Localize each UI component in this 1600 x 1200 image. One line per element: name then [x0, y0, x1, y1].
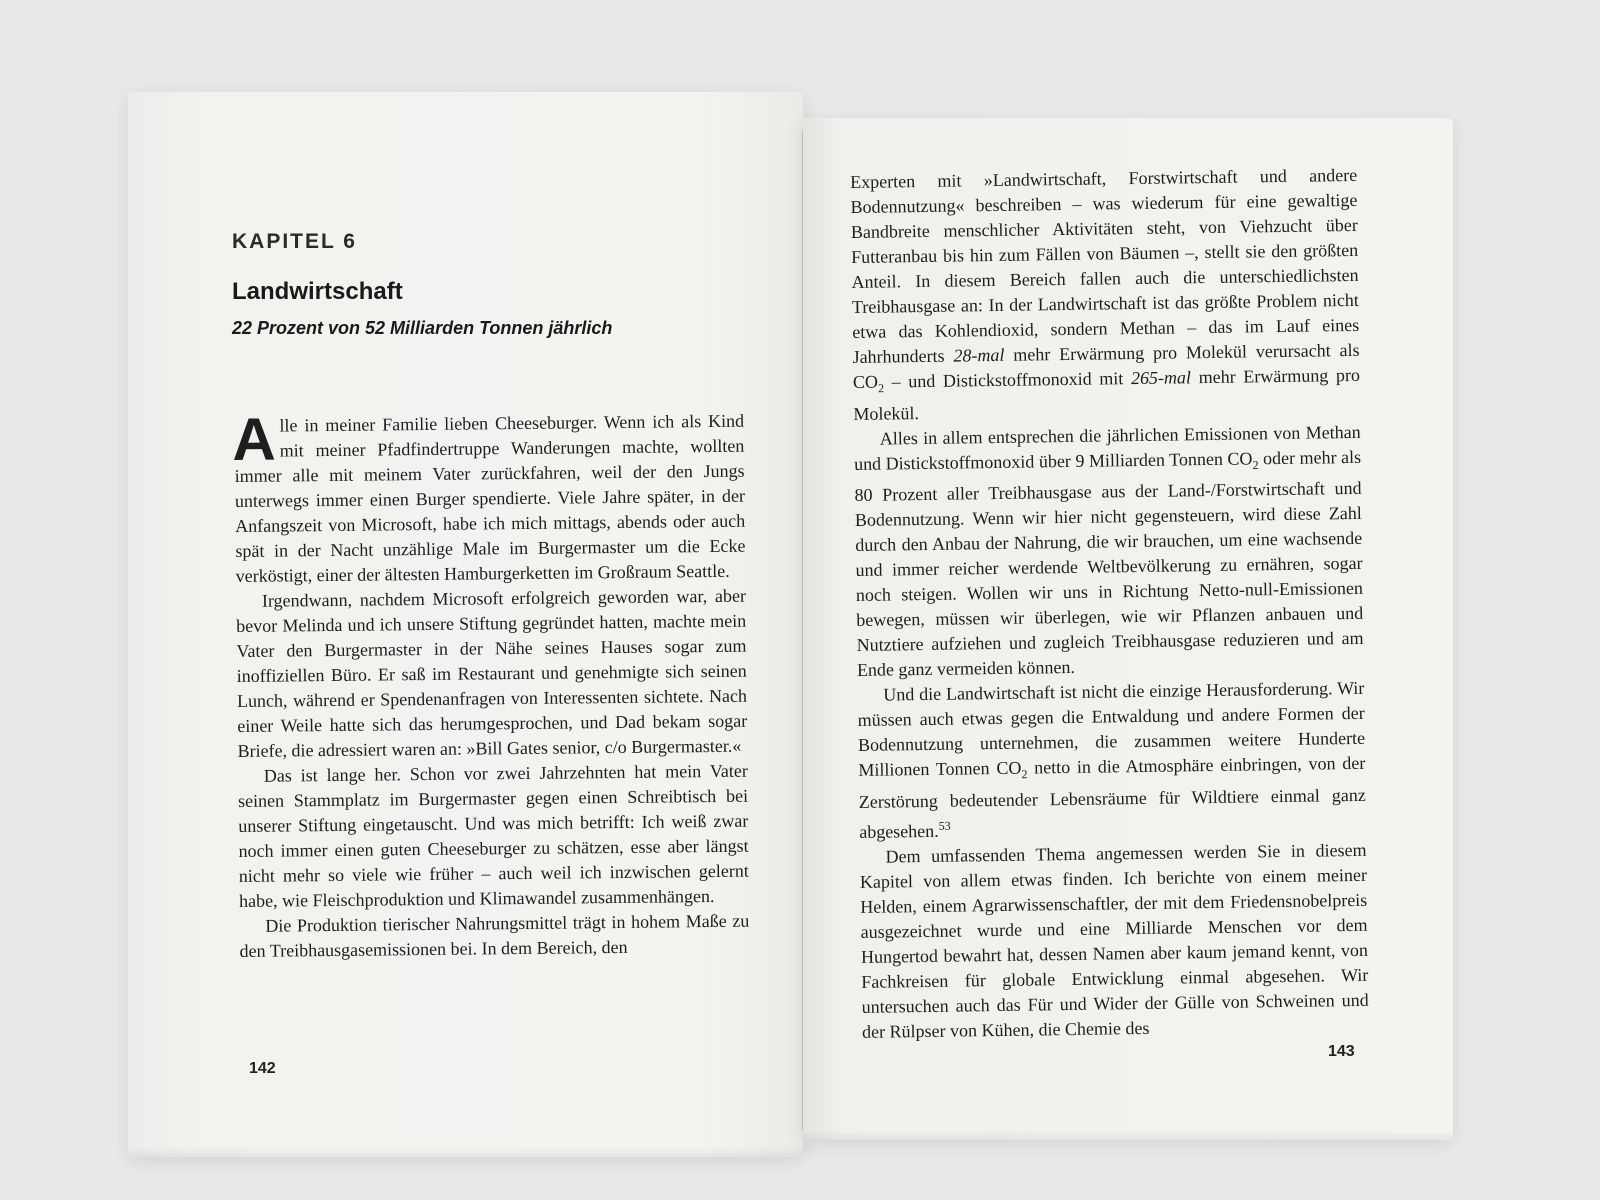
- page-number-right: 143: [1328, 1043, 1355, 1060]
- paragraph: [231, 405, 746, 589]
- right-page-body: [850, 163, 1369, 1045]
- text-segment: mehr Erwärmung pro Molekül verursacht als CO: [852, 339, 1360, 392]
- chapter-subtitle: 22 Prozent von 52 Milliarden Tonnen jährlich: [232, 318, 613, 338]
- footnote-ref: 53: [938, 818, 951, 833]
- text-segment: 28-mal: [953, 344, 1005, 366]
- paragraph: [850, 163, 1361, 427]
- text-segment: 2: [1021, 767, 1028, 782]
- text-segment: – und Distickstoffmonoxid mit: [883, 368, 1132, 392]
- right-book-page: [803, 118, 1453, 1140]
- page-number-left: 142: [249, 1060, 276, 1077]
- paragraph: Irgendwann, nachdem Microsoft erfolgreich geworden war, aber bevor Melinda und ich unsere Stiftung gegründet hatten, machte mein Vater den Burgermaster in der Nähe seines Hauses sogar zum inoffiziellen Büro. Er saß im Restaurant und genehmigte sich seinen Lunch, während er Spendenanfragen von Interessenten sichtete. Nach einer Weile hatte sich das herumgesprochen, und Dad bekam sogar Briefe, die adressiert waren an: »Bill Gates senior, c/o Burgermaster.«: [236, 585, 748, 761]
- text-segment: Und die Landwirtschaft ist nicht die einzige Herausforderung. Wir müssen auch etwas gegen die Entwaldung und andere Formen der Bodennutzung unternehmen, die zusammen weitere Hunderte Millionen Tonnen CO: [857, 678, 1366, 781]
- drop-cap: A: [231, 405, 276, 474]
- chapter-label: KAPITEL 6: [232, 230, 357, 253]
- left-book-page: [128, 92, 803, 1157]
- paragraph: [857, 676, 1366, 845]
- paragraph: Die Produktion tierischer Nahrungsmittel trägt in hohem Maße zu den Treibhausgasemissionen bei. In dem Bereich, den: [239, 910, 750, 961]
- text-segment: Experten mit »Landwirtschaft, Forstwirtschaft und andere Bodennutzung« beschreiben – was wiederum für eine gewaltige Bandbreite menschlicher Aktivitäten steht, von Viehzucht über Futteranbau bis hin zum Fällen von Bäumen –, stellt sie den größten Anteil. In diesem Bereich fallen auch die unterschiedlichsten Treibhausgase an: In der Landwirtschaft ist das größte Problem nicht etwa das Kohlendioxid, sondern Methan – das im Lauf eines Jahrhunderts: [850, 164, 1360, 367]
- text-segment: 265-mal: [1130, 367, 1192, 389]
- text-segment: oder mehr als 80 Prozent aller Treibhausgase aus der Land-/Forstwirtschaft und Bodennutzung. Wenn wir hier nicht gegensteuern, wird diese Zahl durch den Anbau der Nahrung, die wir brauchen, um eine wachsende und immer reicher werdende Weltbevölkerung zu ernähren, sogar noch steigen. Wollen wir uns in Richtung Netto-null-Emissionen bewegen, müssen wir überlegen, wie wir Pflanzen anbauen und Nutztiere aufziehen und zugleich Treibhausgase reduzieren und am Ende ganz vermeiden können.: [854, 446, 1364, 681]
- paragraph: Das ist lange her. Schon vor zwei Jahrzehnten hat mein Vater seinen Stammplatz im Burgermaster gegen einen Schreibtisch bei unserer Stiftung eingetauscht. Und was mich betrifft: Ich weiß zwar noch immer einen guten Cheeseburger zu schätzen, esse aber längst nicht mehr so viele wie früher – auch weil ich inzwischen gelernt habe, wie Fleischproduktion und Klimawandel zusammenhängen.: [237, 760, 749, 911]
- text-segment: Alles in allem entsprechen die jährlichen Emissionen von Methan und Distickstoffmonoxid über 9 Milliarden Tonnen CO: [853, 421, 1361, 474]
- paragraph: [854, 419, 1365, 683]
- text-segment: mehr Erwärmung pro Molekül.: [853, 364, 1361, 424]
- left-page-body: [231, 405, 750, 964]
- text-segment: 2: [1252, 457, 1259, 472]
- text-segment: netto in die Atmosphäre einbringen, von der Zerstörung bedeutender Lebensräume für Wildtiere einmal ganz abgesehen.: [858, 753, 1366, 842]
- text-segment: Dem umfassenden Thema angemessen werden Sie in diesem Kapitel von allem etwas finden. Ich berichte von einem meiner Helden, einem Agrarwissenschaftler, der mit dem Friedensnobelpreis ausgezeichnet wurde und eine Milliarde Menschen vor dem Hungertod bewahrt hat, dessen Namen aber kaum jemand kennt, von Fachkreisen für globale Entwicklung einmal abgesehen. Wir untersuchen auch das Für und Wider der Gülle von Schweinen und der Rülpser von Kühen, die Chemie des: [859, 839, 1369, 1042]
- paragraph: [859, 838, 1369, 1045]
- paragraph-text: lle in meiner Familie lieben Cheeseburger. Wenn ich als Kind mit meiner Pfadfindertruppe Wanderungen machte, wollten immer alle mit meinem Vater zurückfahren, weil der den Jungs unterwegs immer einen Burger spendierte. Viele Jahre später, in der Anfangszeit von Microsoft, habe ich mich mittags, abends oder auch spät in der Nacht unzählige Male im Burgermaster um die Ecke verköstigt, einer der ältesten Hamburgerketten im Großraum Seattle.: [234, 410, 746, 586]
- chapter-title: Landwirtschaft: [232, 278, 403, 305]
- text-segment: 2: [877, 381, 885, 396]
